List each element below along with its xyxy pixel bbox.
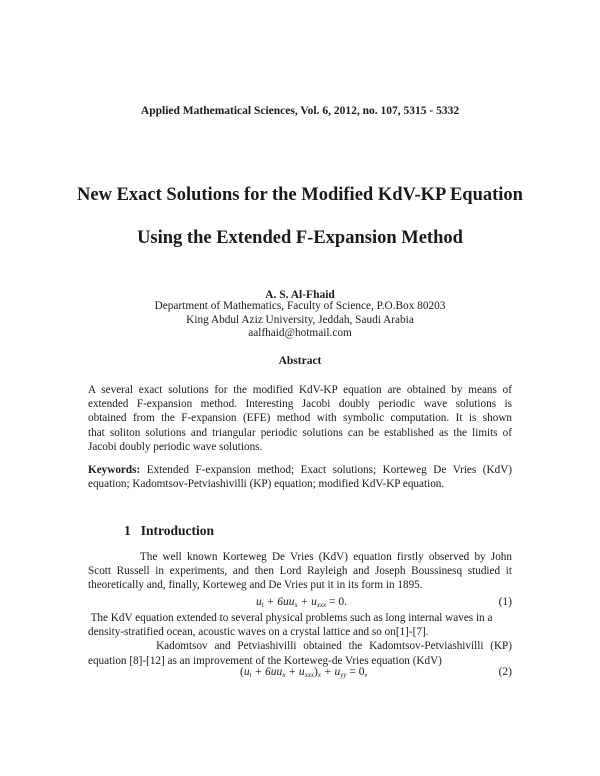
intro-line: The well known Korteweg De Vries (KdV) equation firstly observed by John	[88, 551, 512, 563]
section-heading	[124, 523, 224, 539]
intro-line: Scott Russell in experiments, and then Lord Rayleigh and Joseph Boussinesq studied it	[88, 565, 512, 578]
keywords-line	[88, 463, 512, 477]
keywords-label: Keywords:	[88, 464, 141, 476]
paper-title-line-1: New Exact Solutions for the Modified KdV-KP Equation	[77, 185, 523, 205]
intro-line: Kadomtsov and Petviashivilli obtained the Kadomtsov-Petviashivilli (KP)	[88, 640, 512, 653]
abstract-line: obtained from the F-expansion (EFE) method with symbolic computation. It is shown	[88, 412, 512, 425]
equation-1: $u_t + 6uu_x + u_{xxx} = 0$.	[256, 596, 348, 609]
section-title: Introduction	[140, 523, 215, 538]
abstract-line: extended F-expansion method. Interesting Jacobi doubly periodic wave solutions is	[88, 398, 512, 411]
abstract-body	[88, 383, 512, 454]
abstract-line: Jacobi doubly periodic wave solutions.	[88, 440, 263, 453]
abstract-heading: Abstract	[278, 355, 322, 367]
affiliation-department: Department of Mathematics, Faculty of Science, P.O.Box 80203	[154, 300, 446, 312]
equation-2-number: (2)	[498, 666, 512, 678]
equation-2: $(u_t + 6uu_x + u_{xxx})_x + u_{yy} = 0$,	[240, 666, 368, 679]
equation-1-number: (1)	[498, 596, 512, 608]
keywords	[88, 463, 512, 491]
journal-citation: Applied Mathematical Sciences, Vol. 6, 2012, no. 107, 5315 - 5332	[140, 105, 460, 117]
intro-line: theoretically and, finally, Korteweg and De Vries put it in its form in 1895.	[88, 579, 423, 592]
abstract-line: A several exact solutions for the modified KdV-KP equation are obtained by means of	[88, 384, 512, 396]
affiliation-university: King Abdul Aziz University, Jeddah, Saudi Arabia	[186, 313, 414, 326]
intro-paragraph-1	[88, 550, 512, 593]
author-affiliation	[0, 300, 600, 341]
intro-line: The KdV equation extended to several physical problems such as long internal waves in a	[88, 612, 493, 624]
intro-line: equation [8]-[12] as an improvement of the Korteweg-de Vries equation (KdV)	[88, 654, 442, 667]
intro-paragraph-2	[88, 611, 512, 668]
keywords-line: equation; Kadomtsov-Petviashivilli (KP) equation; modified KdV-KP equation.	[88, 478, 445, 491]
paper-title-line-2: Using the Extended F-Expansion Method	[137, 228, 463, 248]
author-name: A. S. Al-Fhaid	[265, 289, 335, 301]
author-email: aalfhaid@hotmail.com	[248, 327, 352, 339]
abstract-line: that soliton solutions and triangular periodic solutions can be established as the limits of	[88, 426, 512, 439]
intro-line: density-stratified ocean, acoustic waves on a crystal lattice and so on[1]-[7].	[88, 626, 429, 639]
section-number: 1	[124, 523, 131, 538]
keywords-text: Extended F-expansion method; Exact solutions; Korteweg De Vries (KdV)	[140, 464, 512, 476]
